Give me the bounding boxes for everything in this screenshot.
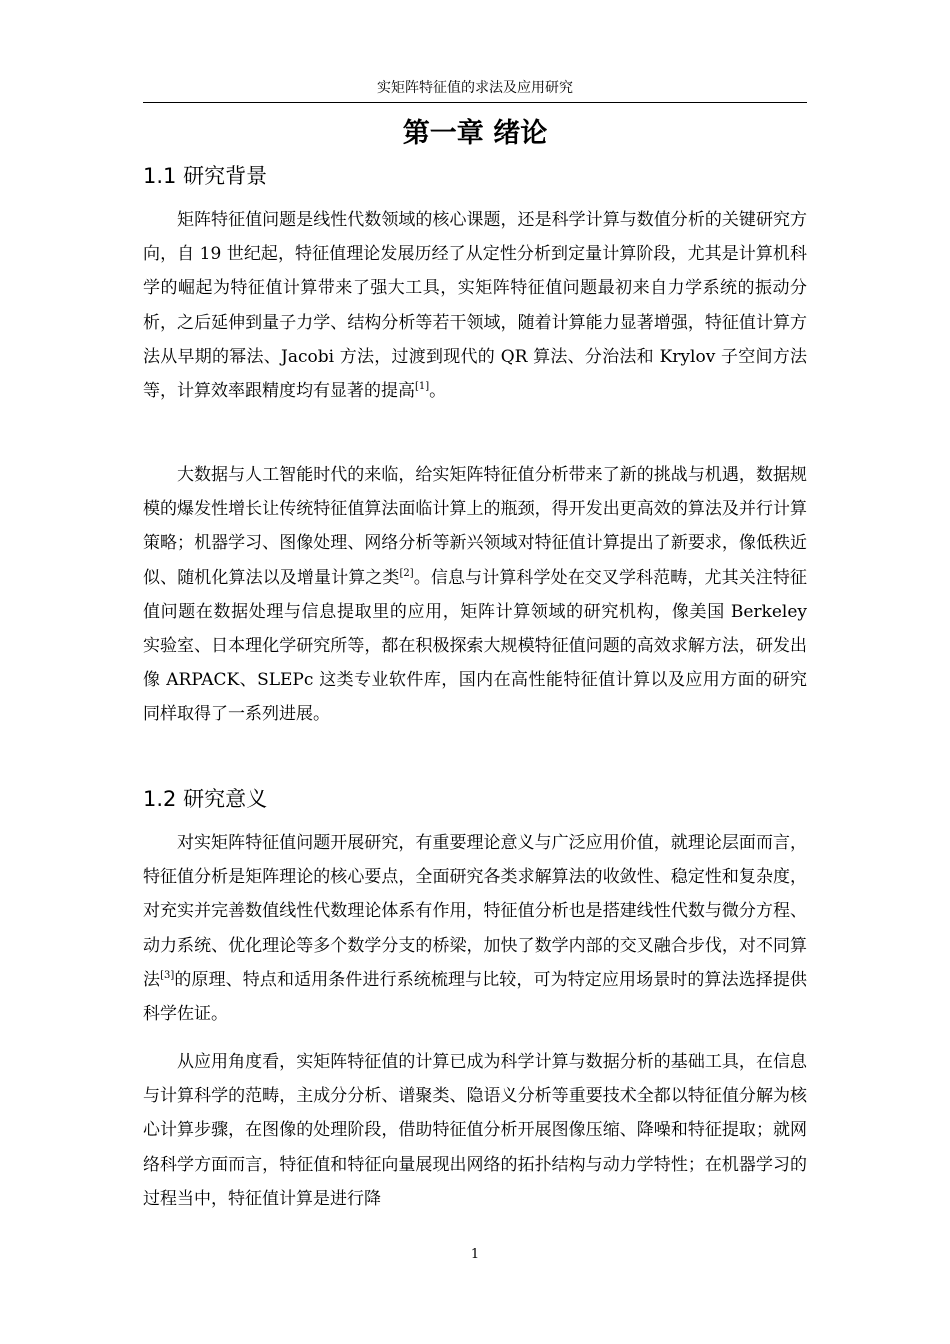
- paragraph-text: 矩阵特征值问题是线性代数领域的核心课题，还是科学计算与数值分析的关键研究方向，自 19 世纪起，特征值理论发展历经了从定性分析到定量计算阶段，尤其是计算机科学的崛起为特征值计算带来了强大工具，实矩阵特征值问题最初来自力学系统的振动分析，之后延伸到量子力学、结构分析等若干领域，随着计算能力显著增强，特征值计算方法从早期的幂法、Jacobi 方法，过渡到现代的 QR 算法、分治法和 Krylov 子空间方法等，计算效率跟精度均有显著的提高: [143, 210, 807, 402]
- citation-ref: [2]: [399, 567, 414, 579]
- paragraph-text: 。: [429, 381, 447, 402]
- chapter-title: 第一章 绪论: [402, 118, 548, 149]
- paragraph-text: 大数据与人工智能时代的来临，给实矩阵特征值分析带来了新的挑战与机遇，数据规模的爆发性增长让传统特征值算法面临计算上的瓶颈，得开发出更高效的算法及并行计算策略；机器学习、图像处理、网络分析等新兴领域对特征值计算提出了新要求，像低秩近似、随机化算法以及增量计算之类: [143, 465, 807, 588]
- running-header: 实矩阵特征值的求法及应用研究: [377, 80, 573, 96]
- paragraph: [143, 203, 807, 408]
- paragraph-text: 。信息与计算科学处在交叉学科范畴，尤其关注特征值问题在数据处理与信息提取里的应用，矩阵计算领域的研究机构，像美国 Berkeley 实验室、日本理化学研究所等，都在积极探索大规模特征值问题的高效求解方法，研发出像 ARPACK、SLEPc 这类专业软件库，国内在高性能特征值计算以及应用方面的研究同样取得了一系列进展。: [143, 567, 808, 725]
- header-rule: [143, 102, 807, 103]
- page-number: 1: [470, 1247, 480, 1262]
- section-title-1-2: 1.2 研究意义: [143, 787, 268, 811]
- citation-ref: [3]: [160, 969, 175, 981]
- paragraph-text: 从应用角度看，实矩阵特征值的计算已成为科学计算与数据分析的基础工具，在信息与计算科学的范畴，主成分分析、谱聚类、隐语义分析等重要技术全都以特征值分解为核心计算步骤，在图像的处理阶段，借助特征值分析开展图像压缩、降噪和特征提取；就网络科学方面而言，特征值和特征向量展现出网络的拓扑结构与动力学特性；在机器学习的过程当中，特征值计算是进行降: [143, 1052, 807, 1209]
- citation-ref: [1]: [415, 381, 430, 393]
- paragraph: [143, 458, 807, 732]
- paragraph-text: 的原理、特点和适用条件进行系统梳理与比较，可为特定应用场景时的算法选择提供科学佐证。: [143, 969, 808, 1025]
- paragraph-text: 对实矩阵特征值问题开展研究，有重要理论意义与广泛应用价值，就理论层面而言，特征值分析是矩阵理论的核心要点，全面研究各类求解算法的收敛性、稳定性和复杂度，对充实并完善数值线性代数理论体系有作用，特征值分析也是搭建线性代数与微分方程、动力系统、优化理论等多个数学分支的桥梁，加快了数学内部的交叉融合步伐，对不同算法: [143, 833, 807, 990]
- paragraph: [143, 826, 807, 1031]
- paragraph: [143, 1045, 807, 1216]
- section-title-1-1: 1.1 研究背景: [143, 164, 268, 188]
